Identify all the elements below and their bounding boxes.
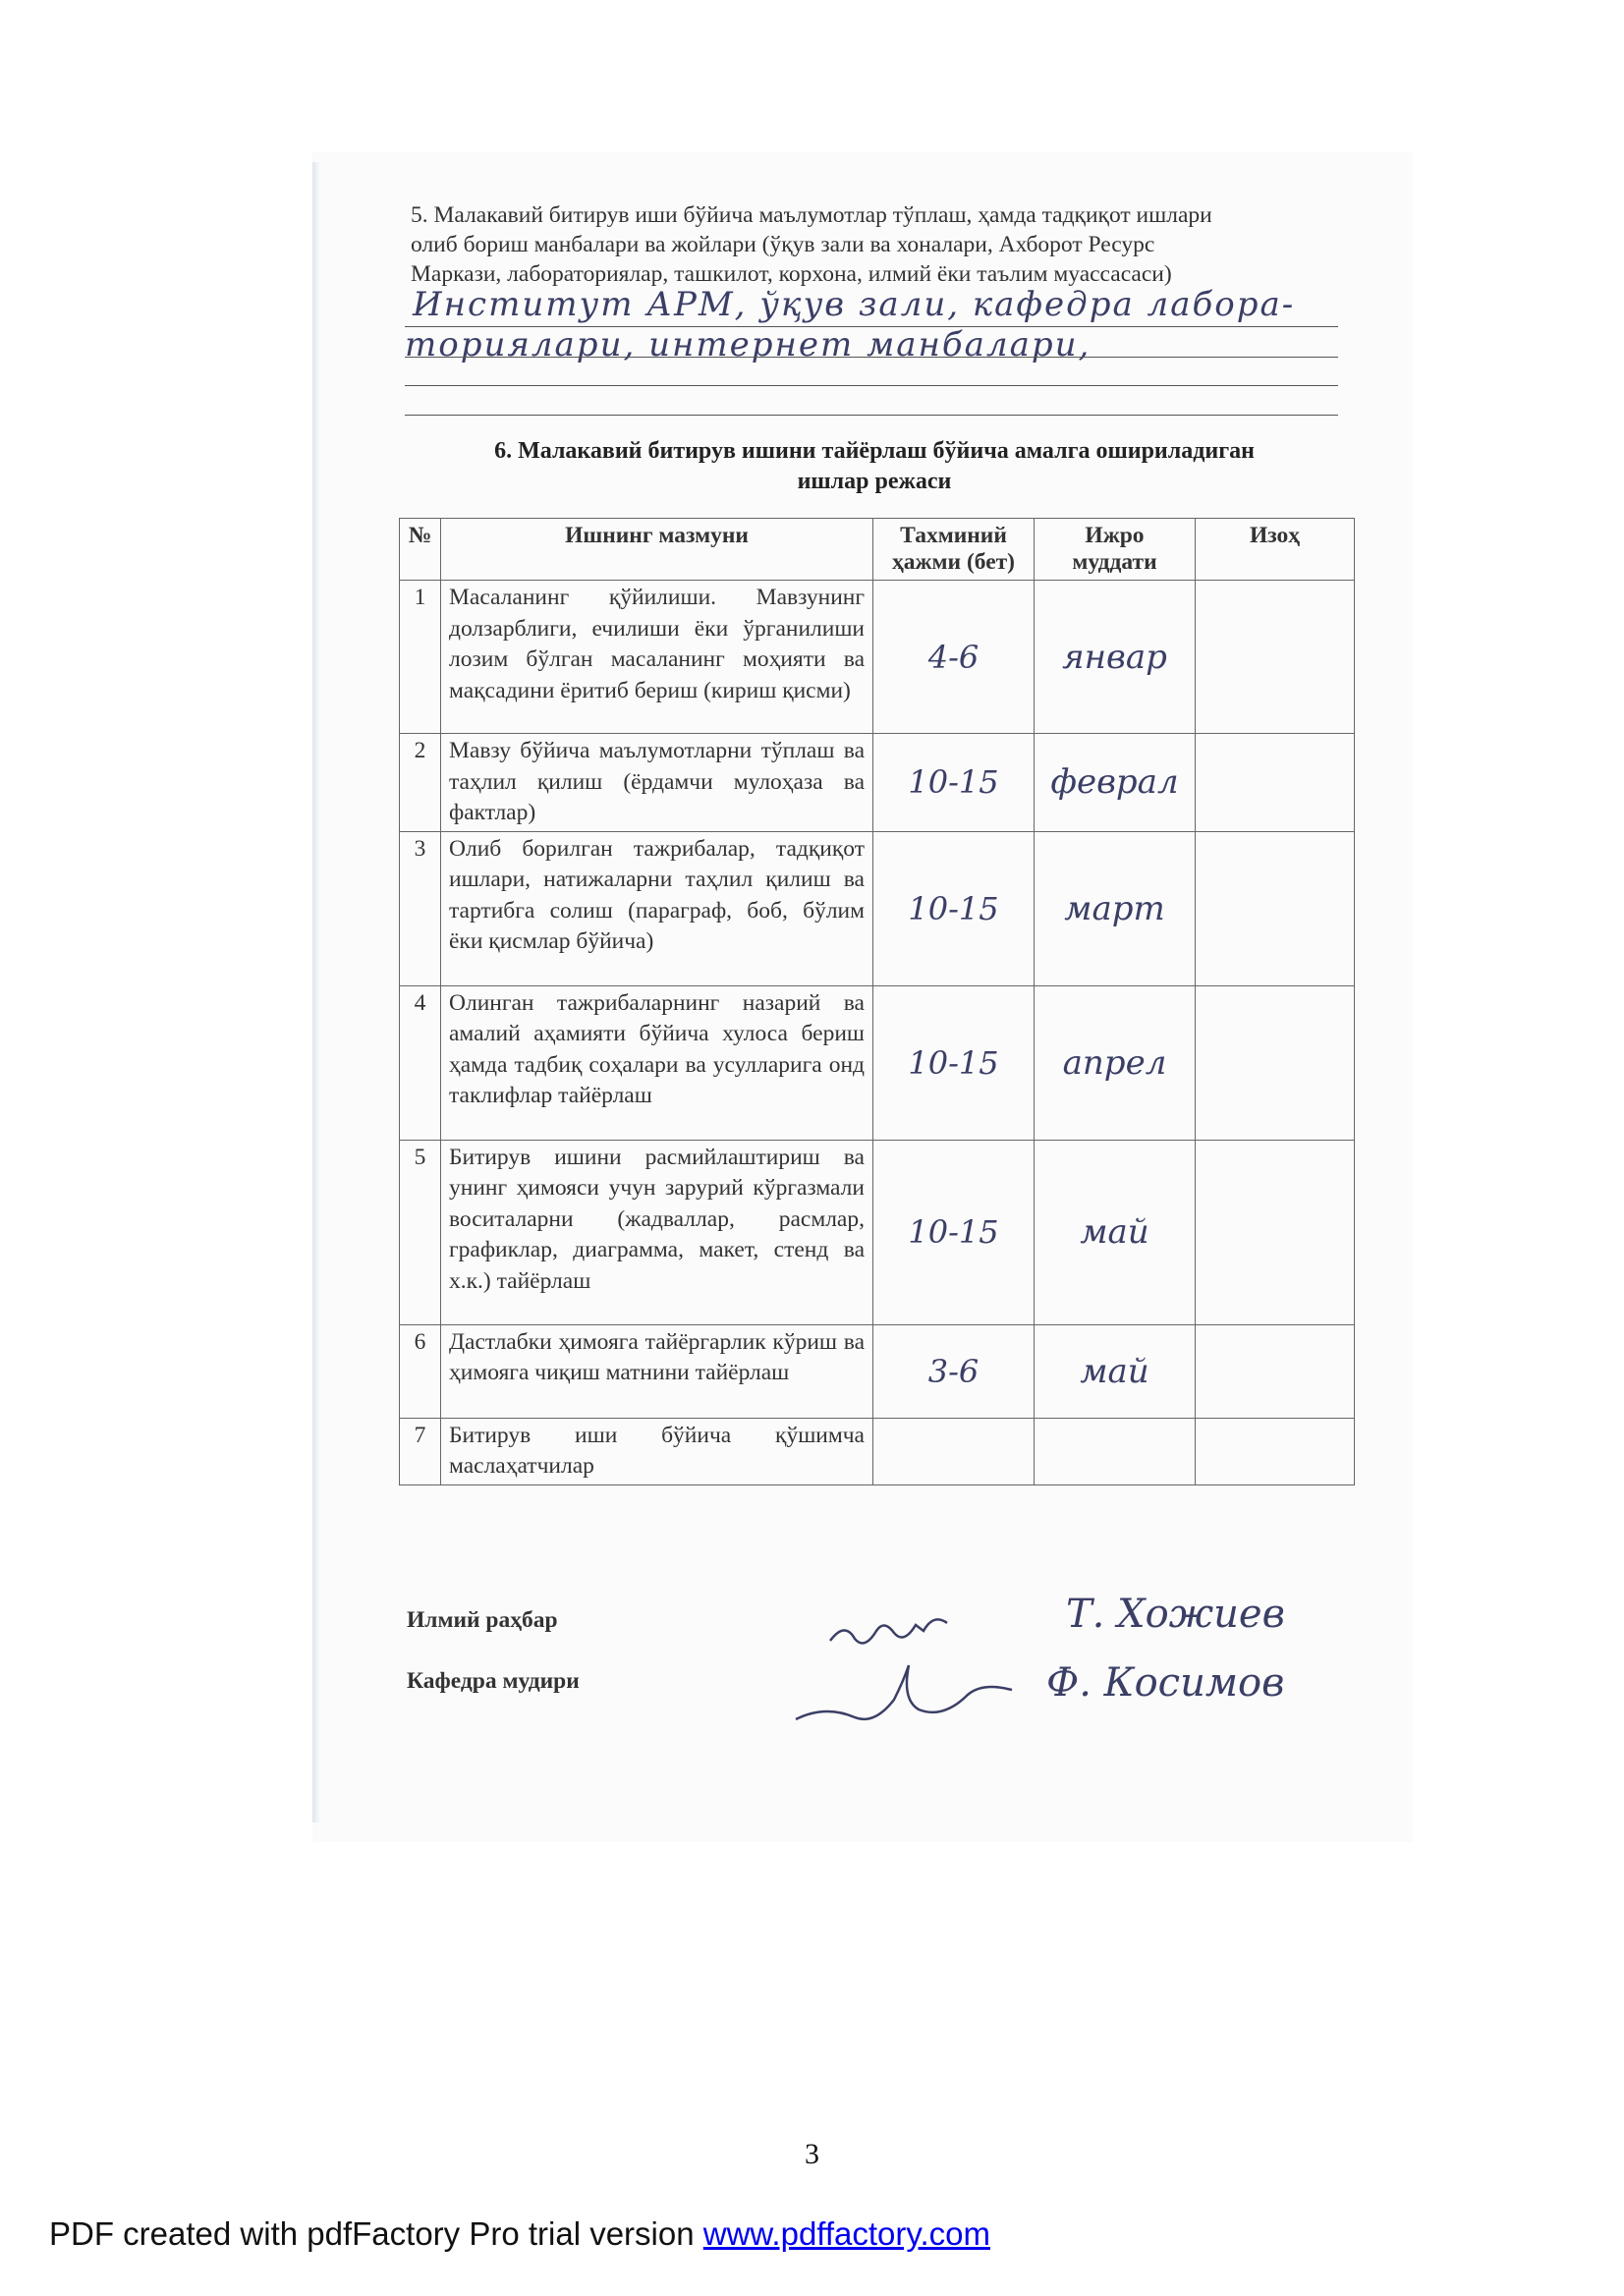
table-row	[400, 1418, 1355, 1484]
department-head-signature-mark	[786, 1651, 1022, 1739]
row-volume: 10-15	[873, 1140, 1035, 1324]
department-head-name: Ф. Косимов	[1046, 1660, 1285, 1706]
row-note	[1196, 1324, 1355, 1418]
row-num: 2	[400, 734, 441, 832]
work-plan-table	[399, 518, 1355, 1485]
row-volume: 10-15	[873, 831, 1035, 985]
row-volume	[873, 1418, 1035, 1484]
table-row	[400, 1140, 1355, 1324]
header-note: Изоҳ	[1196, 519, 1355, 581]
row-num: 3	[400, 831, 441, 985]
handwritten-sources-line-1: Институт АРМ, ўқув зали, кафедра лабора-	[413, 285, 1296, 324]
supervisor-label: Илмий раҳбар	[407, 1607, 558, 1633]
row-note	[1196, 831, 1355, 985]
department-head-label: Кафедра мудири	[407, 1668, 580, 1694]
section5-line: 5. Малакавий битирув иши бўйича маълумотлар тўплаш, ҳамда тадқиқот ишлари	[411, 202, 1212, 228]
row-deadline: май	[1035, 1324, 1196, 1418]
supervisor-name: Т. Хожиев	[1066, 1592, 1285, 1637]
row-volume: 3-6	[873, 1324, 1035, 1418]
pdf-footer	[49, 2215, 990, 2253]
header-deadline-line: Ижро	[1085, 523, 1145, 548]
row-content: Битирув ишини расмийлаштириш ва унинг ҳимояси учун зарурий кўргазмали воситаларни (жадваллар, расмлар, графиклар, диаграмма, макет, стенд ва х.к.) тайёрлаш	[441, 1140, 873, 1324]
row-volume: 4-6	[873, 581, 1035, 734]
table-row	[400, 734, 1355, 832]
header-deadline	[1035, 519, 1196, 581]
row-content: Дастлабки ҳимояга тайёргарлик кўриш ва ҳимояга чиқиш матнини тайёрлаш	[441, 1324, 873, 1418]
table-row	[400, 831, 1355, 985]
header-deadline-line: муддати	[1072, 549, 1157, 575]
section6-heading	[413, 436, 1336, 497]
header-volume-line: ҳажми (бет)	[891, 549, 1016, 575]
row-content: Битирув иши бўйича қўшимча маслаҳатчилар	[441, 1418, 873, 1484]
row-num: 1	[400, 581, 441, 734]
row-deadline: март	[1035, 831, 1196, 985]
row-deadline: май	[1035, 1140, 1196, 1324]
fill-in-line	[405, 357, 1338, 358]
fill-in-line	[405, 326, 1338, 327]
row-num: 6	[400, 1324, 441, 1418]
header-volume-line: Тахминий	[900, 523, 1007, 548]
section5-paragraph	[411, 200, 1348, 289]
row-content: Олиб борилган тажрибалар, тадқиқот ишлари, натижаларни таҳлил қилиш ва тартибга солиш (параграф, боб, бўлим ёки қисмлар бўйича)	[441, 831, 873, 985]
row-deadline: феврал	[1035, 734, 1196, 832]
row-volume: 10-15	[873, 734, 1035, 832]
row-note	[1196, 1140, 1355, 1324]
row-num: 5	[400, 1140, 441, 1324]
row-content: Олинган тажрибаларнинг назарий ва амалий аҳамияти бўйича хулоса бериш ҳамда тадбиқ соҳалари ва усулларига онд таклифлар тайёрлаш	[441, 985, 873, 1140]
footer-text: PDF created with pdfFactory Pro trial version	[49, 2215, 703, 2252]
row-note	[1196, 1418, 1355, 1484]
section5-line: Маркази, лабораториялар, ташкилот, корхона, илмий ёки таълим муассасаси)	[411, 261, 1172, 287]
row-deadline	[1035, 1418, 1196, 1484]
table-header-row	[400, 519, 1355, 581]
section6-heading-line: ишлар режаси	[797, 469, 952, 494]
row-num: 7	[400, 1418, 441, 1484]
footer-link[interactable]: www.pdffactory.com	[702, 2215, 990, 2252]
section5-line: олиб бориш манбалари ва жойлари (ўқув зали ва хоналари, Ахборот Ресурс	[411, 232, 1155, 257]
fill-in-line	[405, 385, 1338, 386]
handwritten-sources-line-2: ториялари, интернет манбалари,	[405, 325, 1092, 364]
table-row	[400, 985, 1355, 1140]
row-content: Масаланинг қўйилиши. Мавзунинг долзарблиги, ечилиши ёки ўрганилиши лозим бўлган масаланинг моҳияти ва мақсадини ёритиб бериш (кириш қисми)	[441, 581, 873, 734]
header-num: №	[400, 519, 441, 581]
header-content: Ишнинг мазмуни	[441, 519, 873, 581]
header-volume	[873, 519, 1035, 581]
row-volume: 10-15	[873, 985, 1035, 1140]
row-deadline: апрел	[1035, 985, 1196, 1140]
section6-heading-line: 6. Малакавий битирув ишини тайёрлаш бўйича амалга ошириладиган	[494, 438, 1255, 464]
page-number: 3	[805, 2138, 819, 2170]
row-num: 4	[400, 985, 441, 1140]
row-content: Мавзу бўйича маълумотларни тўплаш ва таҳлил қилиш (ёрдамчи мулоҳаза ва фактлар)	[441, 734, 873, 832]
row-deadline: январ	[1035, 581, 1196, 734]
row-note	[1196, 581, 1355, 734]
scan-shadow-edge	[312, 162, 320, 1822]
table-row	[400, 581, 1355, 734]
table-row	[400, 1324, 1355, 1418]
fill-in-line	[405, 415, 1338, 416]
row-note	[1196, 734, 1355, 832]
row-note	[1196, 985, 1355, 1140]
